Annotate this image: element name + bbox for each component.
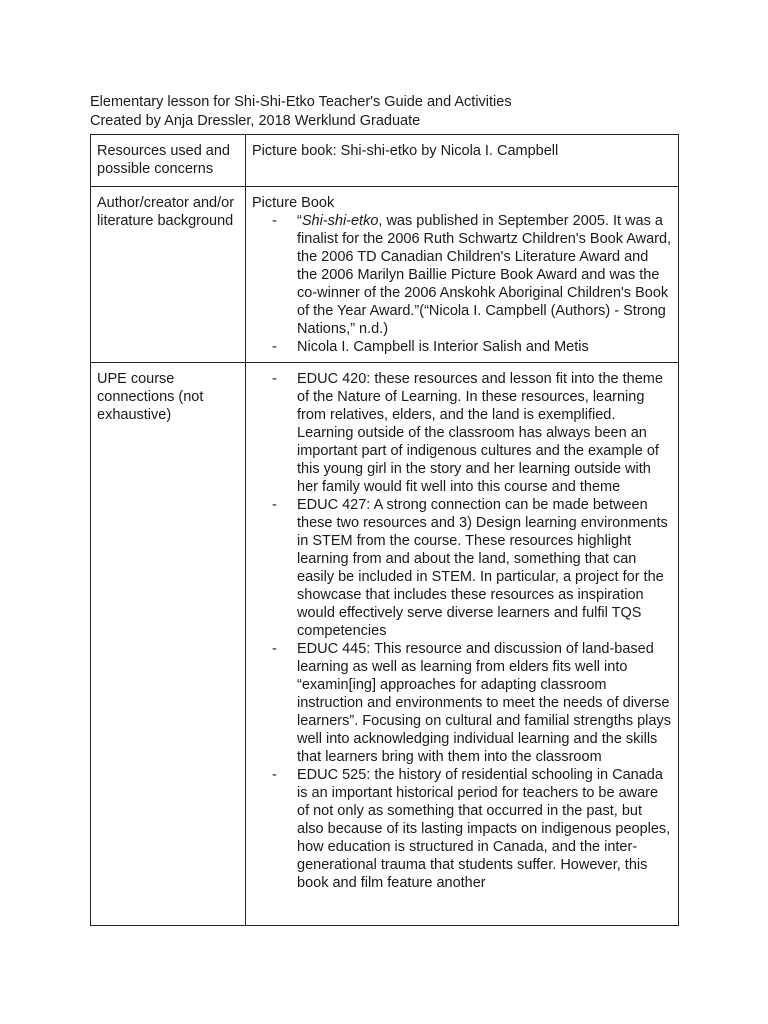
author-list xyxy=(252,212,672,356)
row-label-upe: UPE course connections (not exhaustive) xyxy=(91,363,246,926)
row-content-resources: Picture book: Shi-shi-etko by Nicola I. Campbell xyxy=(246,135,679,187)
table-row-upe xyxy=(91,363,679,926)
list-item xyxy=(252,212,672,338)
lesson-table xyxy=(90,134,679,926)
row-content-upe xyxy=(246,363,679,926)
picture-book-heading: Picture Book xyxy=(252,195,335,211)
upe-content-clip xyxy=(252,370,672,919)
header-author: Created by Anja Dressler, 2018 Werklund Graduate xyxy=(90,113,421,129)
upe-list xyxy=(252,370,672,892)
award-text: , was published in September 2005. It was a finalist for the 2006 Ruth Schwartz Children's Book Award, the 2006 TD Canadian Children's Literature Award and the 2006 Marilyn Baillie Picture Book Award and was the co-winner of the 2006 Anskohk Aboriginal Children's Book of the Year Award.”(“Nicola I. Campbell (Authors) - Strong Nations,” n.d.) xyxy=(297,213,672,337)
list-item: - EDUC 525: the history of residential schooling in Canada is an important historical period for teachers to be aware of not only as something that occurred in the past, but also because of its lasting impacts on indigenous peoples, how education is structured in Canada, and the inter-generational trauma that students suffer. However, this book and film feature another xyxy=(252,766,672,892)
list-item: - EDUC 445: This resource and discussion of land-based learning as well as learning from elders fits well into “examin[ing] approaches for adapting classroom instruction and environments to meet the needs of diverse learners”. Focusing on cultural and familial strengths plays well into acknowledging individual learning and the skills that learners bring with them into the classroom xyxy=(252,640,672,766)
list-item: - Nicola I. Campbell is Interior Salish and Metis xyxy=(252,338,672,356)
row-label-author: Author/creator and/or literature background xyxy=(91,187,246,363)
document-header xyxy=(90,93,512,131)
header-title: Elementary lesson for Shi-Shi-Etko Teacher's Guide and Activities xyxy=(90,94,512,110)
open-quote: “ xyxy=(297,213,302,229)
row-content-author xyxy=(246,187,679,363)
row-label-resources: Resources used and possible concerns xyxy=(91,135,246,187)
book-title-italic: Shi-shi-etko xyxy=(301,213,379,229)
list-item: - EDUC 420: these resources and lesson fit into the theme of the Nature of Learning. In these resources, learning from relatives, elders, and the land is exemplified. Learning outside of the classroom has always been an important part of indigenous cultures and the example of this young girl in the story and her learning outside with her family would fit well into this course and theme xyxy=(252,370,672,496)
table-row-resources xyxy=(91,135,679,187)
list-item: - EDUC 427: A strong connection can be made between these two resources and 3) Design learning environments in STEM from the course. These resources highlight learning from and about the land, something that can easily be included in STEM. In particular, a project for the showcase that includes these resources as inspiration would effectively serve diverse learners and fulfil TQS competencies xyxy=(252,496,672,640)
table-row-author xyxy=(91,187,679,363)
